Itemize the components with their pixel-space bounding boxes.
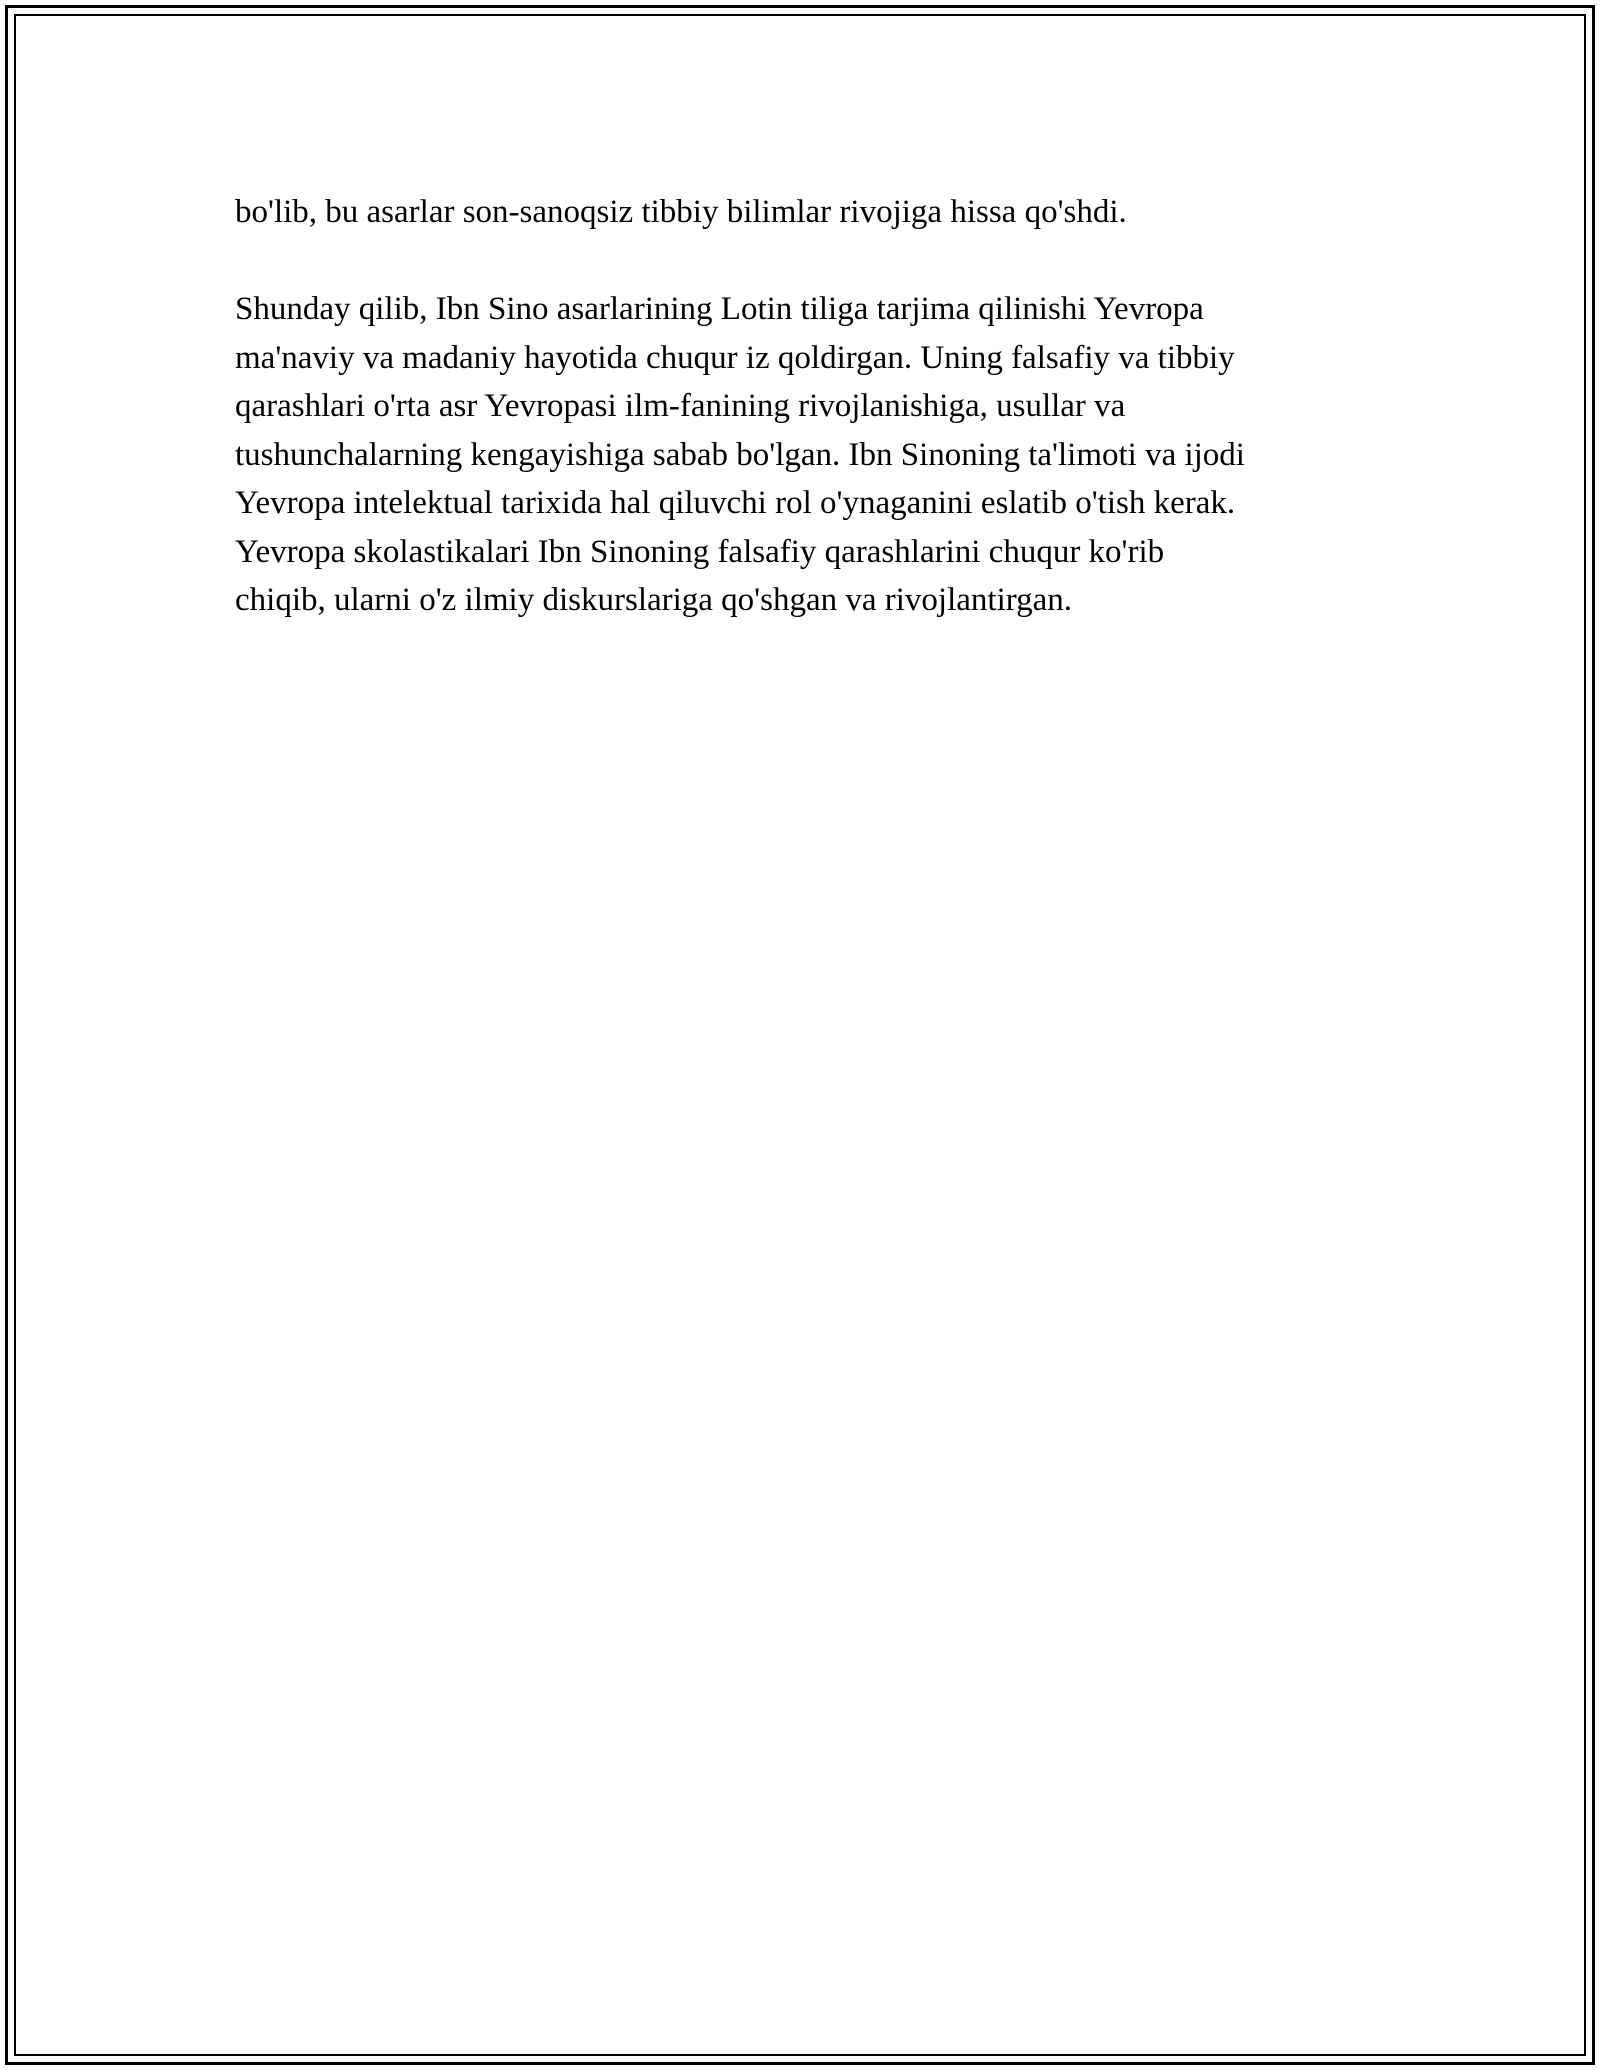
text-line: ma'naviy va madaniy hayotida chuqur iz qoldirgan. Uning falsafiy va tibbiy xyxy=(235,339,1235,376)
text-line: Yevropa intelektual tarixida hal qiluvchi rol o'ynaganini eslatib o'tish kerak. xyxy=(235,485,1236,521)
text-line: qarashlari o'rta asr Yevropasi ilm-fanining rivojlanishiga, usullar va xyxy=(235,388,1126,424)
paragraph-continuation xyxy=(235,188,1395,237)
paragraph-conclusion xyxy=(235,285,1395,625)
text-line: bo'lib, bu asarlar son-sanoqsiz tibbiy bilimlar rivojiga hissa qo'shdi. xyxy=(235,194,1127,230)
text-line: chiqib, ularni o'z ilmiy diskurslariga qo'shgan va rivojlantirgan. xyxy=(235,582,1073,618)
text-line: tushunchalarning kengayishiga sabab bo'lgan. Ibn Sinoning ta'limoti va ijodi xyxy=(235,436,1245,473)
document-body xyxy=(235,188,1395,625)
text-line: Yevropa skolastikalari Ibn Sinoning falsafiy qarashlarini chuqur ko'rib xyxy=(235,533,1165,570)
text-line: Shunday qilib, Ibn Sino asarlarining Lotin tiliga tarjima qilinishi Yevropa xyxy=(235,291,1204,327)
